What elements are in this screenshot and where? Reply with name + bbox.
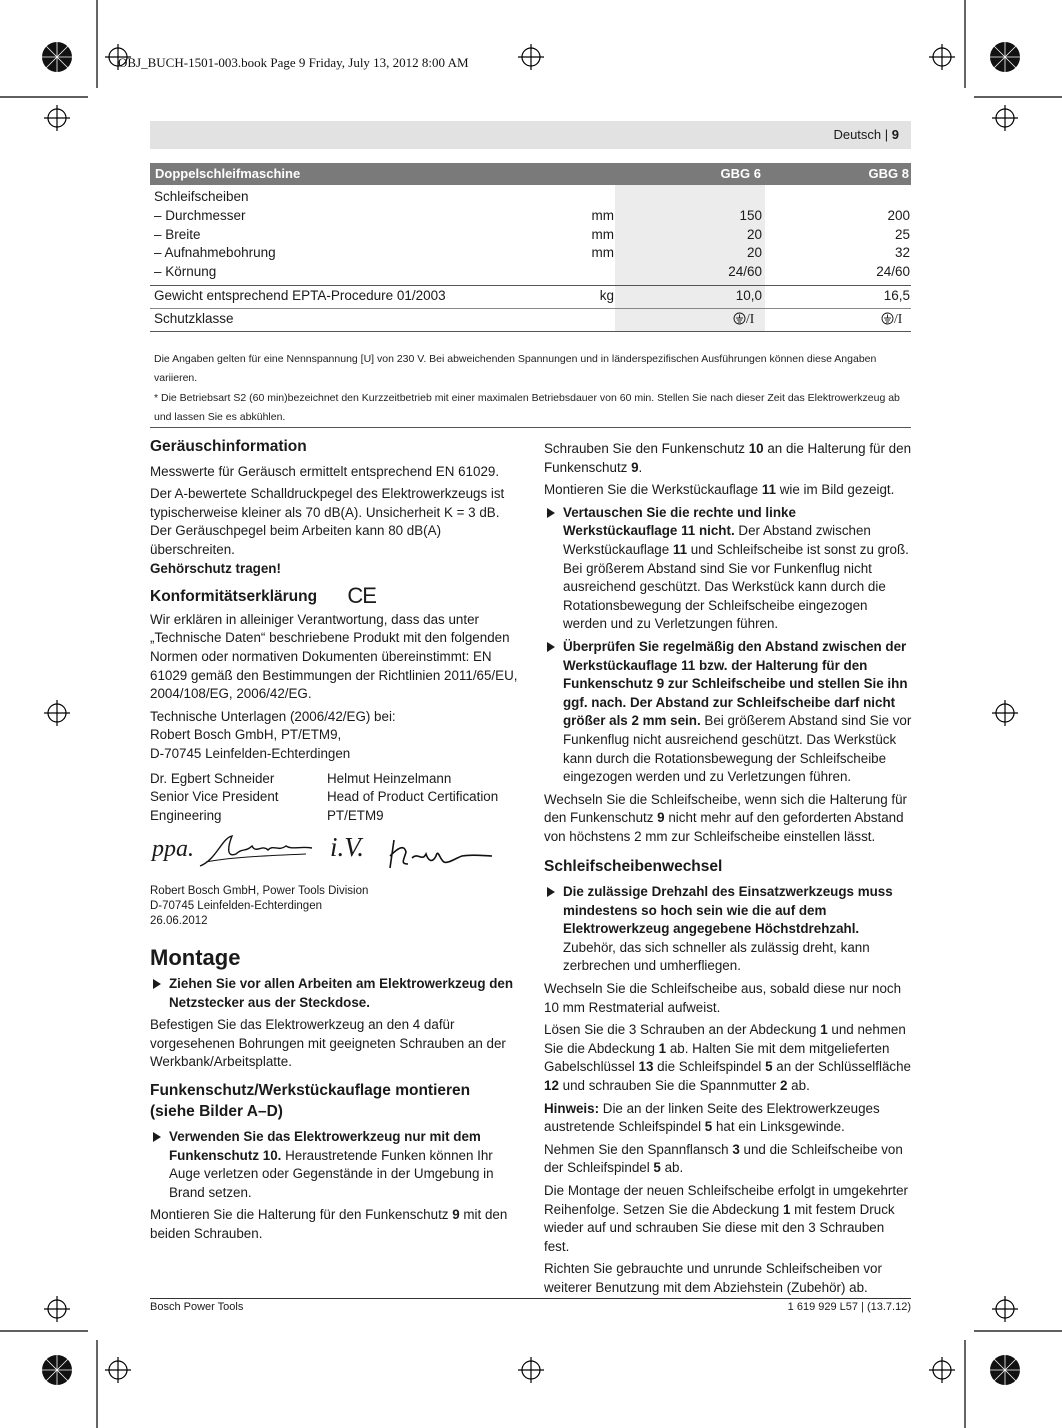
crosshair-top-right [929,44,955,70]
crosshair-bottom-left [105,1357,131,1383]
header-language: Deutsch | [833,127,889,142]
crosshair-right-lower [992,1296,1018,1322]
conformity-p2: Technische Unterlagen (2006/42/EG) bei: Robert Bosch GmbH, PT/ETM9, D-70745 Leinfelden-Echterdingen [150,708,396,761]
book-file-line: OBJ_BUCH-1501-003.book Page 9 Friday, July 13, 2012 8:00 AM [118,55,469,70]
right-p5: Lösen Sie die 3 Schrauben an der Abdeckung 1 und nehmen Sie die Abdeckung 1 ab. Halten Sie mit dem mitgelieferten Gabelschlüssel 13 die Schleifspindel 5 an der Schlüsselfläche 12 und schrauben Sie die Spannmutter 2 ab. [544,1022,911,1093]
spec-row-label: – Körnung [154,264,217,279]
spec-table-header [150,163,911,185]
montage-warning: Ziehen Sie vor allen Arbeiten am Elektrowerkzeug den Netzstecker aus der Steckdose. [150,975,518,1012]
company-address: D-70745 Leinfelden-Echterdingen [150,899,322,912]
heading-funkenschutz: Funkenschutz/Werkstückauflage montieren (siehe Bilder A–D) [150,1082,471,1121]
left-column [150,438,518,1248]
footer-brand: Bosch Power Tools [150,1301,244,1313]
spec-weight-unit: kg [599,288,614,303]
heading-noise: Geräuschinformation [150,438,307,455]
spec-row-value-gbg8: 24/60 [876,264,910,279]
spec-row-value-gbg6: 150 [739,208,762,223]
crosshair-right-mid [992,700,1018,726]
funkenschutz-p: Montieren Sie die Halterung für den Funkenschutz 9 mit den beiden Schrauben. [150,1207,508,1242]
signatory-2-dept: PT/ETM9 [327,807,384,823]
spec-weight-gbg8: 16,5 [883,288,910,303]
spec-row-value-gbg8: 32 [894,245,910,260]
spec-weight-label: Gewicht entsprechend EPTA-Procedure 01/2003 [154,288,446,303]
declaration-date: 26.06.2012 [150,914,208,927]
spec-row-value-gbg6: 24/60 [728,264,762,279]
crosshair-left-mid [44,700,70,726]
right-p2: Montieren Sie die Werkstückauflage 11 wie im Bild gezeigt. [544,482,895,498]
noise-p2: Der A-bewertete Schalldruckpegel des Elektrowerkzeugs ist typischerweise kleiner als 70 dB(A). Unsicherheit K = 3 dB. Der Geräuschpegel beim Arbeiten kann 80 dB(A) überschreiten. [150,486,505,557]
conformity-p1: Wir erklären in alleiniger Verantwortung, dass das unter „Technische Daten“ beschriebene Produkt mit den folgenden Normen oder normativen Dokumenten übereinstimmt: EN 61029 gemäß den Bestimmungen der Richtlinien 2011/65/EU, 2004/108/EG, 2006/42/EG. [150,611,518,702]
table-rule [150,427,911,428]
crosshair-left-lower [44,1296,70,1322]
signatory-1-dept: Engineering [150,807,222,823]
spec-col-gbg6: GBG 6 [720,166,761,181]
right-p8: Die Montage der neuen Schleifscheibe erfolgt in umgekehrter Reihenfolge. Setzen Sie die Abdeckung 1 mit festem Druck wieder auf und schrauben Sie diese mit den 3 Schrauben fest. [544,1182,908,1254]
spec-note-mode: * Die Betriebsart S2 (60 min)bezeichnet den Kurzzeitbetrieb mit einer maximalen Betriebsdauer von 60 min. Stellen Sie nach dieser Zeit das Elektrowerkzeug ab und lassen Sie es abkühlen. [154,392,900,423]
spec-note-voltage: Die Angaben gelten für eine Nennspannung [U] von 230 V. Bei abweichenden Spannungen und in länderspezifischen Ausführungen können diese Angaben variieren. [154,353,877,384]
company-block [150,884,518,929]
spec-row-unit: mm [591,208,614,223]
signature-iv-label: i.V. [330,831,365,862]
crosshair-bottom-right [929,1357,955,1383]
protective-earth-icon [881,312,894,325]
right-warning-3: Die zulässige Drehzahl des Einsatzwerkzeugs muss mindestens so hoch sein wie die auf dem Elektrowerkzeug angegebene Höchstdrehzahl. Zubehör, das sich schneller als zulässig dreht, kann zerbrechen und umherfliegen. [544,883,912,976]
footer-rule [150,1298,911,1299]
crosshair-bottom-center [518,1357,544,1383]
table-rule [150,308,911,309]
spec-col-gbg8: GBG 8 [868,166,909,181]
noise-warning: Gehörschutz tragen! [150,560,281,576]
right-p4: Wechseln Sie die Schleifscheibe aus, sobald diese nur noch 10 mm Restmaterial aufweist. [544,981,902,1015]
crosshair-right-upper [992,105,1018,131]
spec-protection-label: Schutzklasse [154,311,234,326]
signature-schneider [196,832,316,872]
spec-row-value-gbg6: 20 [746,227,762,242]
spec-protection-gbg6: /I [733,311,754,327]
funkenschutz-warning: Verwenden Sie das Elektrowerkzeug nur mit dem Funkenschutz 10. Heraustretende Funken können Ihr Auge verletzen oder Gegenstände in der Umgebung in Brand setzen. [150,1128,518,1202]
heading-montage: Montage [150,944,241,970]
right-warning-2: Überprüfen Sie regelmäßig den Abstand zwischen der Werkstückauflage 11 bzw. der Halterung für den Funkenschutz 9 zur Schleifscheibe und stellen Sie ihn ggf. nach. Der Abstand zur Schleifscheibe darf nicht größer als 2 mm sein. Bei größerem Abstand sind Sie vor Funkenflug nicht ausreichend geschützt. Das Werkstück kann durch die Rotationsbewegung der Schleifscheibe eingezogen werden und zu Verletzungen führen. [544,638,912,787]
company-name: Robert Bosch GmbH, Power Tools Division [150,884,369,897]
signatories [150,770,518,828]
crosshair-top-center [518,44,544,70]
right-p3: Wechseln Sie die Schleifscheibe, wenn sich die Halterung für den Funkenschutz 9 nicht mehr auf den geforderten Abstand von höchstens 2 mm zur Schleifscheibe einstellen lässt. [544,791,907,844]
signatory-2-name: Helmut Heinzelmann [327,770,452,786]
spec-row-label: – Breite [154,227,201,242]
signatures [150,828,518,884]
page-header [150,121,911,149]
signature-ppa-label: ppa. [152,835,194,862]
ce-mark: CE [347,583,376,609]
spec-table-title: Doppelschleifmaschine [155,166,301,181]
right-warning-1: Vertauschen Sie die rechte und linke Werkstückauflage 11 nicht. Der Abstand zwischen Werkstückauflage 11 und Schleifscheibe ist sonst zu groß. Bei größerem Abstand sind Sie vor Funkenflug nicht ausreichend geschützt. Das Werkstück kann durch die Rotationsbewegung der Schleifscheibe eingezogen werden und zu Verletzungen führen. [544,504,912,634]
right-p7: Nehmen Sie den Spannflansch 3 und die Schleifscheibe von der Schleifspindel 5 ab. [544,1141,903,1176]
spec-row-unit: mm [591,245,614,260]
spec-row-label: – Aufnahmebohrung [154,245,276,260]
spec-row-label: – Durchmesser [154,208,246,223]
spec-row-value-gbg8: 25 [894,227,910,242]
spec-row-value-gbg8: 200 [887,208,910,223]
signature-heinzelmann [386,834,496,874]
signatory-2-title: Head of Product Certification [327,789,499,805]
spec-weight-gbg6: 10,0 [735,288,762,303]
heading-wechsel: Schleifscheibenwechsel [544,858,723,876]
spec-group-label: Schleifscheiben [154,189,249,204]
page-number: 9 [891,127,899,142]
signatory-1-name: Dr. Egbert Schneider [150,770,275,786]
footer-doc-number: 1 619 929 L57 | (13.7.12) [787,1301,911,1313]
right-p1: Schrauben Sie den Funkenschutz 10 an die Halterung für den Funkenschutz 9. [544,441,912,475]
spec-protection-gbg8: /I [881,311,902,327]
right-column [544,440,912,1302]
right-p6: Hinweis: Die an der linken Seite des Elektrowerkzeuges austretende Schleifspindel 5 hat ein Linksgewinde. [544,1100,880,1135]
noise-p1: Messwerte für Geräusch ermittelt entsprechend EN 61029. [150,463,500,479]
right-p9: Richten Sie gebrauchte und unrunde Schleifscheiben vor weiterer Benutzung mit dem Abziehstein (Zubehör) ab. [544,1261,882,1295]
spec-row-value-gbg6: 20 [746,245,762,260]
table-rule [150,331,911,332]
table-rule [150,285,911,286]
signatory-1-title: Senior Vice President [150,789,279,805]
spec-row-unit: mm [591,227,614,242]
crosshair-left-upper [44,105,70,131]
protective-earth-icon [733,312,746,325]
montage-p: Befestigen Sie das Elektrowerkzeug an den 4 dafür vorgesehenen Bohrungen mit geeigneten Schrauben an der Werkbank/Arbeitsplatte. [150,1017,506,1070]
heading-conformity: Konformitätserklärung CE [150,583,376,609]
